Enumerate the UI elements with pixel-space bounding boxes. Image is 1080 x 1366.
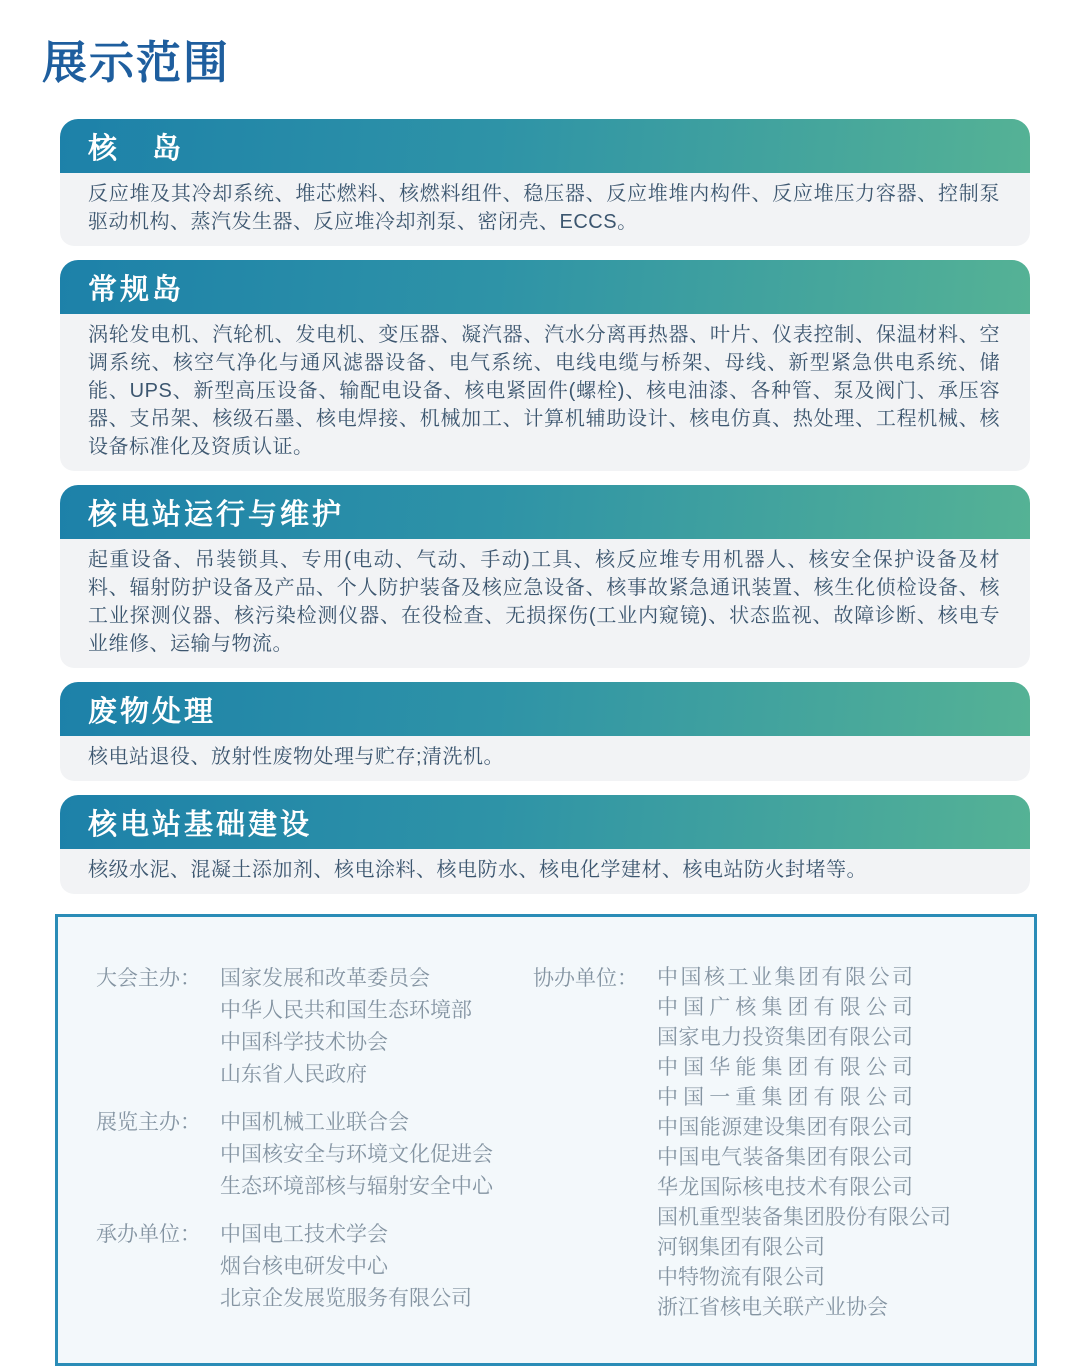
org-group-co-organizers — [533, 963, 1034, 1323]
org-group-undertaker — [96, 1219, 533, 1315]
org-group-label: 大会主办： — [96, 967, 201, 990]
org-group-label: 承办单位： — [96, 1223, 201, 1246]
section-text: 涡轮发电机、汽轮机、发电机、变压器、凝汽器、汽水分离再热器、叶片、仪表控制、保温材料、空调系统、核空气净化与通风滤器设备、电气系统、电线电缆与桥架、母线、新型紧急供电系统、储能、UPS、新型高压设备、输配电设备、核电紧固件(螺栓)、核电油漆、各种管、泵及阀门、承压容器、支吊架、核级石墨、核电焊接、机械加工、计算机辅助设计、核电仿真、热处理、工程机械、核设备标准化及资质认证。 — [88, 324, 1000, 458]
org-names — [220, 1219, 472, 1315]
page-title: 展示范围 — [42, 37, 231, 88]
org-name: 中国一重集团有限公司 — [657, 1086, 913, 1109]
section-nuclear-island — [60, 119, 1030, 246]
org-names — [220, 1107, 493, 1203]
org-group-exhibition-host — [96, 1107, 533, 1203]
section-body — [60, 173, 1030, 246]
sections-list — [60, 119, 1030, 894]
org-name: 中华人民共和国生态环境部 — [220, 999, 472, 1022]
org-name: 中国电气装备集团有限公司 — [657, 1146, 913, 1169]
org-name: 中国核安全与环境文化促进会 — [220, 1143, 493, 1166]
org-names — [220, 963, 472, 1091]
org-name: 中国机械工业联合会 — [220, 1111, 409, 1134]
section-title: 废物处理 — [88, 695, 217, 728]
section-header-conventional-island — [60, 260, 1030, 314]
org-name: 国机重型装备集团股份有限公司 — [657, 1206, 951, 1229]
exhibition-scope-page — [0, 26, 1080, 1366]
org-name: 中国华能集团有限公司 — [657, 1056, 913, 1079]
section-text: 核电站退役、放射性废物处理与贮存;清洗机。 — [88, 746, 505, 768]
org-name: 河钢集团有限公司 — [657, 1236, 825, 1259]
section-conventional-island — [60, 260, 1030, 471]
org-name: 中特物流有限公司 — [657, 1266, 825, 1289]
section-text: 起重设备、吊装锁具、专用(电动、气动、手动)工具、核反应堆专用机器人、核安全保护设备及材料、辐射防护设备及产品、个人防护装备及核应急设备、核事故紧急通讯装置、核生化侦检设备、核工业探测仪器、核污染检测仪器、在役检查、无损探伤(工业内窥镜)、状态监视、故障诊断、核电专业维修、运输与物流。 — [88, 549, 1000, 655]
org-name: 生态环境部核与辐射安全中心 — [220, 1175, 493, 1198]
section-title: 核电站基础建设 — [88, 808, 313, 841]
section-operation-maintenance — [60, 485, 1030, 668]
section-text: 反应堆及其冷却系统、堆芯燃料、核燃料组件、稳压器、反应堆堆内构件、反应堆压力容器、控制泵驱动机构、蒸汽发生器、反应堆冷却剂泵、密闭壳、ECCS。 — [88, 183, 1000, 233]
section-title: 核电站运行与维护 — [88, 498, 345, 531]
org-group-label: 展览主办： — [96, 1111, 201, 1134]
org-name: 中国核工业集团有限公司 — [657, 966, 913, 989]
section-text: 核级水泥、混凝土添加剂、核电涂料、核电防水、核电化学建材、核电站防火封堵等。 — [88, 859, 867, 881]
section-waste-treatment — [60, 682, 1030, 781]
section-infrastructure — [60, 795, 1030, 894]
section-body — [60, 849, 1030, 894]
org-name: 烟台核电研发中心 — [220, 1255, 388, 1278]
org-name: 华龙国际核电技术有限公司 — [657, 1176, 913, 1199]
section-header-nuclear-island — [60, 119, 1030, 173]
section-body — [60, 736, 1030, 781]
org-names — [657, 963, 951, 1323]
section-header-infrastructure — [60, 795, 1030, 849]
section-header-operation-maintenance — [60, 485, 1030, 539]
org-group-conference-host — [96, 963, 533, 1091]
section-body — [60, 539, 1030, 668]
section-title: 核 岛 — [88, 132, 185, 165]
org-name: 国家电力投资集团有限公司 — [657, 1026, 913, 1049]
organizers-panel — [55, 914, 1037, 1366]
org-name: 北京企发展览服务有限公司 — [220, 1287, 472, 1310]
org-group-label: 协办单位： — [533, 967, 638, 990]
organizers-left-column — [96, 963, 533, 1363]
org-name: 中国电工技术学会 — [220, 1223, 388, 1246]
org-name: 中国能源建设集团有限公司 — [657, 1116, 913, 1139]
org-name: 国家发展和改革委员会 — [220, 967, 430, 990]
org-name: 中国科学技术协会 — [220, 1031, 388, 1054]
organizers-right-column — [533, 963, 1034, 1363]
section-title: 常规岛 — [88, 273, 185, 306]
org-name: 浙江省核电关联产业协会 — [657, 1296, 888, 1319]
org-name: 中国广核集团有限公司 — [657, 996, 913, 1019]
section-header-waste-treatment — [60, 682, 1030, 736]
org-name: 山东省人民政府 — [220, 1063, 367, 1086]
section-body — [60, 314, 1030, 471]
